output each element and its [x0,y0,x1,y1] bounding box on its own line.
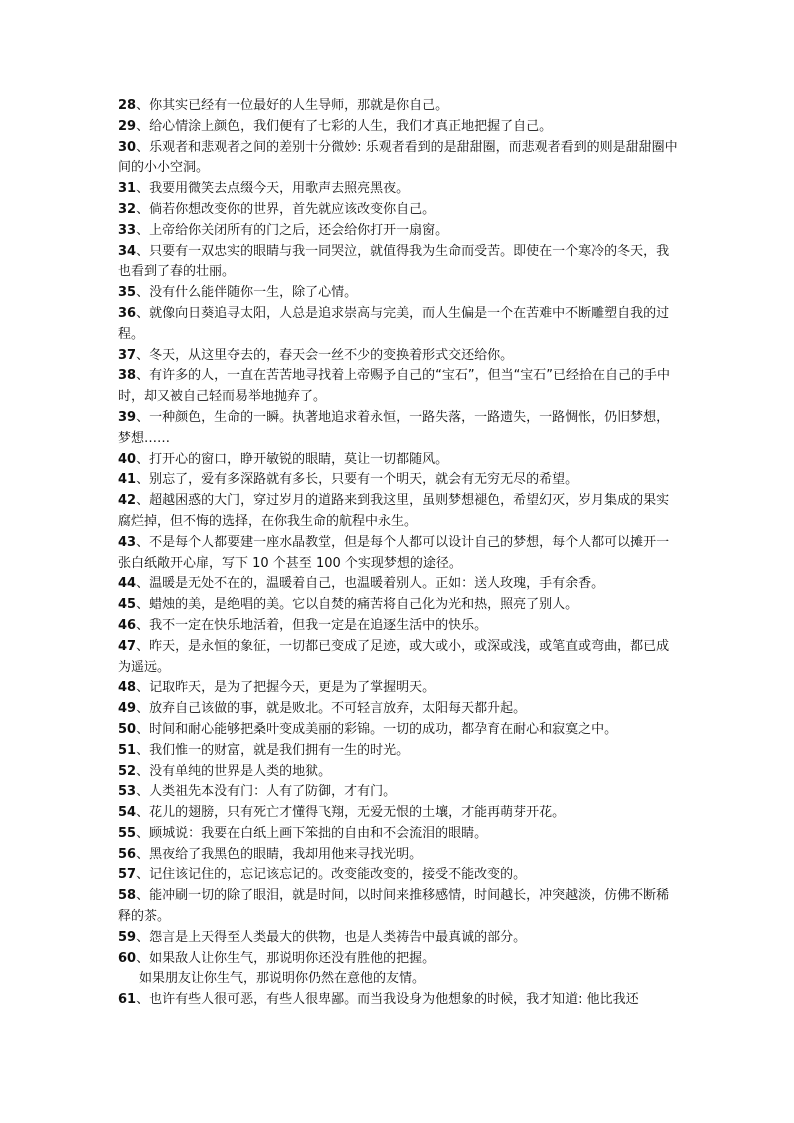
quote-item [118,491,678,533]
quote-number: 49 [118,701,137,717]
quote-item [118,346,678,367]
quote-item [118,824,678,845]
quote-item [118,782,678,803]
quote-number: 37 [118,347,137,363]
quote-number: 29 [118,118,137,134]
quote-text: 、没有什么能伴随你一生，除了心情。 [136,285,358,301]
quote-item [118,283,678,304]
quote-item [118,366,678,408]
quote-list [118,96,678,1011]
quote-item [118,928,678,949]
quote-number: 55 [118,825,137,841]
quote-number: 41 [118,472,137,488]
quote-number: 40 [118,451,137,467]
quote-item [118,117,678,138]
quote-item [118,865,678,886]
quote-number: 59 [118,929,137,945]
quote-item [118,408,678,450]
quote-item [118,990,678,1011]
quote-number: 50 [118,721,137,737]
quote-item [118,304,678,346]
quote-number: 44 [118,576,137,592]
quote-text: 、怨言是上天得至人类最大的供物，也是人类祷告中最真诚的部分。 [136,929,527,945]
quote-number: 57 [118,867,137,883]
quote-item [118,574,678,595]
quote-text: 、也许有些人很可恶，有些人很卑鄙。而当我设身为他想象的时候，我才知道: 他比我还 [136,992,639,1008]
quote-item [118,949,678,970]
quote-number: 38 [118,368,137,384]
quote-item [118,179,678,200]
quote-number: 61 [118,992,137,1008]
quote-item [118,470,678,491]
quote-number: 58 [118,888,137,904]
quote-number: 60 [118,950,137,966]
quote-item [118,242,678,284]
quote-text: 、花儿的翅膀，只有死亡才懂得飞翔，无爱无恨的土壤，才能再萌芽开花。 [136,805,566,821]
quote-number: 30 [118,139,137,155]
quote-text: 、时间和耐心能够把桑叶变成美丽的彩锦。一切的成功，都孕育在耐心和寂寞之中。 [136,721,618,737]
quote-number: 39 [118,409,137,425]
quote-text: 、给心情涂上颜色，我们便有了七彩的人生，我们才真正地把握了自己。 [136,118,553,134]
quote-number: 35 [118,285,137,301]
quote-text: 、就像向日葵追寻太阳，人总是追求崇高与完美，而人生偏是一个在苦难中不断雕塑自我的过程。 [118,305,670,342]
quote-text: 、如果敌人让你生气，那说明你还没有胜他的把握。 [136,950,436,966]
quote-item [118,678,678,699]
quote-item [118,533,678,575]
quote-item [118,595,678,616]
quote-number: 52 [118,763,137,779]
quote-text: 、打开心的窗口，睁开敏锐的眼睛，莫让一切都随风。 [136,451,449,467]
quote-text: 、人类祖先本没有门：人有了防御，才有门。 [136,784,397,800]
quote-number: 42 [118,493,137,509]
quote-number: 51 [118,742,137,758]
quote-item [118,616,678,637]
quote-text: 、昨天，是永恒的象征，一切都已变成了足迹，或大或小，或深或浅，或笔直或弯曲，都已成为遥远。 [118,638,670,675]
quote-number: 31 [118,181,137,197]
quote-text: 、记取昨天，是为了把握今天，更是为了掌握明天。 [136,680,436,696]
quote-text: 、顾城说：我要在白纸上画下笨拙的自由和不会流泪的眼睛。 [136,825,488,841]
quote-item [118,699,678,720]
quote-item [118,845,678,866]
quote-text: 、黑夜给了我黑色的眼睛，我却用他来寻找光明。 [136,846,423,862]
quote-number: 48 [118,680,137,696]
quote-text: 如果朋友让你生气，那说明你仍然在意他的友情。 [139,971,426,987]
quote-text: 、我要用微笑去点缀今天，用歌声去照亮黑夜。 [136,181,410,197]
quote-text: 、超越困惑的大门，穿过岁月的道路来到我这里，虽则梦想褪色，希望幻灭，岁月集成的果实腐烂掉，但不悔的选择，在你我生命的航程中永生。 [118,493,670,529]
quote-item [118,886,678,928]
quote-text: 、蜡烛的美，是绝唱的美。它以自焚的痛苦将自己化为光和热，照亮了别人。 [136,597,579,613]
quote-text: 、不是每个人都要建一座水晶教堂，但是每个人都可以设计自己的梦想，每个人都可以摊开一张白纸敞开心扉，写下 10 个甚至 100 个实现梦想的途径。 [118,534,670,571]
quote-text: 、我不一定在快乐地活着，但我一定是在追逐生活中的快乐。 [136,617,488,633]
quote-item [118,637,678,679]
quote-text: 、能冲刷一切的除了眼泪，就是时间，以时间来推移感情，时间越长，冲突越淡，仿佛不断稀释的茶。 [118,888,670,925]
quote-number: 47 [118,638,137,654]
quote-number: 45 [118,597,137,613]
quote-text: 、没有单纯的世界是人类的地狱。 [136,763,332,779]
quote-text: 、上帝给你关闭所有的门之后，还会给你打开一扇窗。 [136,222,449,238]
quote-text: 、别忘了，爱有多深路就有多长，只要有一个明天，就会有无穷无尽的希望。 [136,472,579,488]
quote-text: 、乐观者和悲观者之间的差别十分微妙: 乐观者看到的是甜甜圈，而悲观者看到的则是甜甜圈中间的小小空洞。 [118,139,678,176]
quote-text: 、只要有一双忠实的眼睛与我一同哭泣，就值得我为生命而受苦。即使在一个寒冷的冬天，我也看到了春的壮丽。 [118,243,670,280]
quote-text: 、温暖是无处不在的，温暖着自己，也温暖着别人。正如：送人玫瑰，手有余香。 [136,576,605,592]
quote-text: 、一种颜色，生命的一瞬。执著地追求着永恒，一路失落，一路遗失，一路惆怅，仍旧梦想，梦想…… [118,409,670,446]
quote-number: 36 [118,305,137,321]
quote-number: 28 [118,98,137,113]
quote-number: 46 [118,617,137,633]
quote-number: 32 [118,201,137,217]
quote-text: 、你其实已经有一位最好的人生导师，那就是你自己。 [136,98,449,113]
quote-text: 、冬天，从这里夺去的，春天会一丝不少的变换着形式交还给你。 [136,347,514,363]
quote-item [118,803,678,824]
quote-item [118,138,678,180]
quote-item [118,969,678,990]
quote-text: 、记住该记住的，忘记该忘记的。改变能改变的，接受不能改变的。 [136,867,527,883]
quote-item [118,762,678,783]
quote-number: 33 [118,222,137,238]
quote-text: 、我们惟一的财富，就是我们拥有一生的时光。 [136,742,410,758]
quote-item [118,221,678,242]
quote-text: 、放弃自己该做的事，就是败北。不可轻言放弃，太阳每天都升起。 [136,701,527,717]
quote-number: 56 [118,846,137,862]
quote-text: 、倘若你想改变你的世界，首先就应该改变你自己。 [136,201,436,217]
quote-item [118,450,678,471]
quote-number: 54 [118,805,137,821]
quote-item [118,96,678,117]
quote-number: 53 [118,784,137,800]
quote-number: 34 [118,243,137,259]
quote-number: 43 [118,534,137,550]
quote-text: 、有许多的人，一直在苦苦地寻找着上帝赐予自己的“宝石”，但当“宝石”已经拾在自己的手中时，却又被自己轻而易举地抛弃了。 [118,368,671,405]
quote-item [118,720,678,741]
quote-item [118,741,678,762]
quote-item [118,200,678,221]
